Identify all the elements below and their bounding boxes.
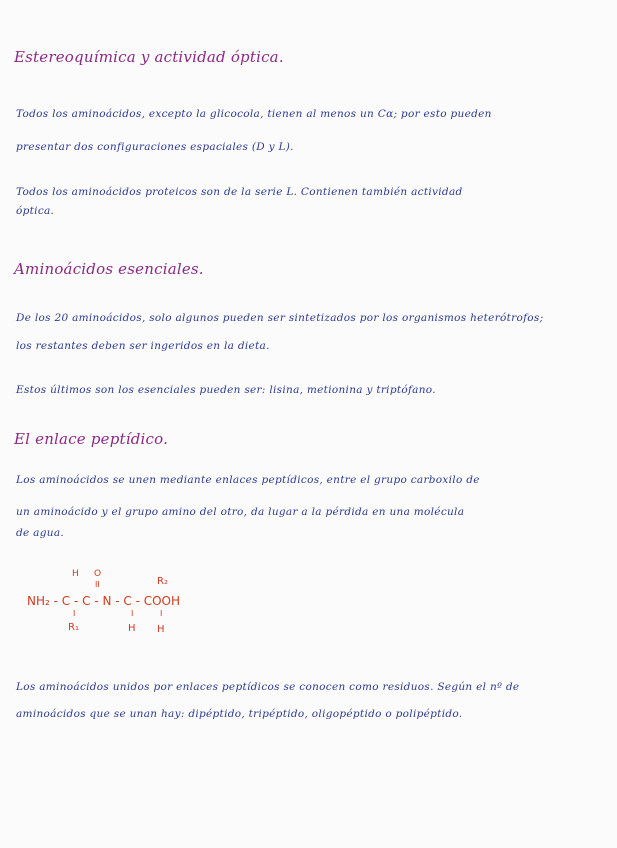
formula-h-n: H	[128, 623, 136, 634]
formula-bond-h-n: I	[131, 609, 134, 618]
text-line: Estos últimos son los esenciales pueden ser: lisina, metionina y triptófano.	[16, 384, 436, 396]
text-line: un aminoácido y el grupo amino del otro, da lugar a la pérdida en una molécula	[16, 506, 465, 518]
text-line: De los 20 aminoácidos, solo algunos pueden ser sintetizados por los organismos heterótrofos;	[16, 312, 544, 324]
text-line: los restantes deben ser ingeridos en la dieta.	[16, 340, 270, 352]
formula-double-bond: II	[95, 580, 100, 589]
formula-o-top: O	[94, 569, 102, 579]
formula-h-top: H	[72, 569, 79, 579]
text-line: Todos los aminoácidos, excepto la glicocola, tienen al menos un Cα; por esto pueden	[16, 108, 492, 120]
formula-main-chain: NH₂ - C - C - N - C - COOH	[27, 594, 181, 608]
text-line: Todos los aminoácidos proteicos son de la serie L. Contienen también actividad	[16, 186, 463, 198]
text-line: de agua.	[16, 527, 65, 539]
text-line: Los aminoácidos se unen mediante enlaces peptídicos, entre el grupo carboxilo de	[16, 474, 480, 486]
text-line: presentar dos configuraciones espaciales (D y L).	[16, 141, 294, 153]
text-line: Los aminoácidos unidos por enlaces peptídicos se conocen como residuos. Según el nº de	[16, 681, 520, 693]
text-line: aminoácidos que se unan hay: dipéptido, tripéptido, oligopéptido o polipéptido.	[16, 708, 463, 720]
formula-r2: R₂	[157, 576, 168, 587]
heading-essential-amino-acids: Aminoácidos esenciales.	[14, 260, 204, 278]
text-line: óptica.	[16, 205, 55, 217]
formula-r1: R₁	[68, 622, 79, 633]
formula-bond-h-c: I	[160, 609, 163, 618]
formula-bond-r1: I	[73, 609, 76, 618]
heading-stereochemistry: Estereoquímica y actividad óptica.	[14, 48, 284, 66]
heading-peptide-bond: El enlace peptídico.	[14, 430, 169, 448]
formula-h-c: H	[157, 624, 165, 635]
